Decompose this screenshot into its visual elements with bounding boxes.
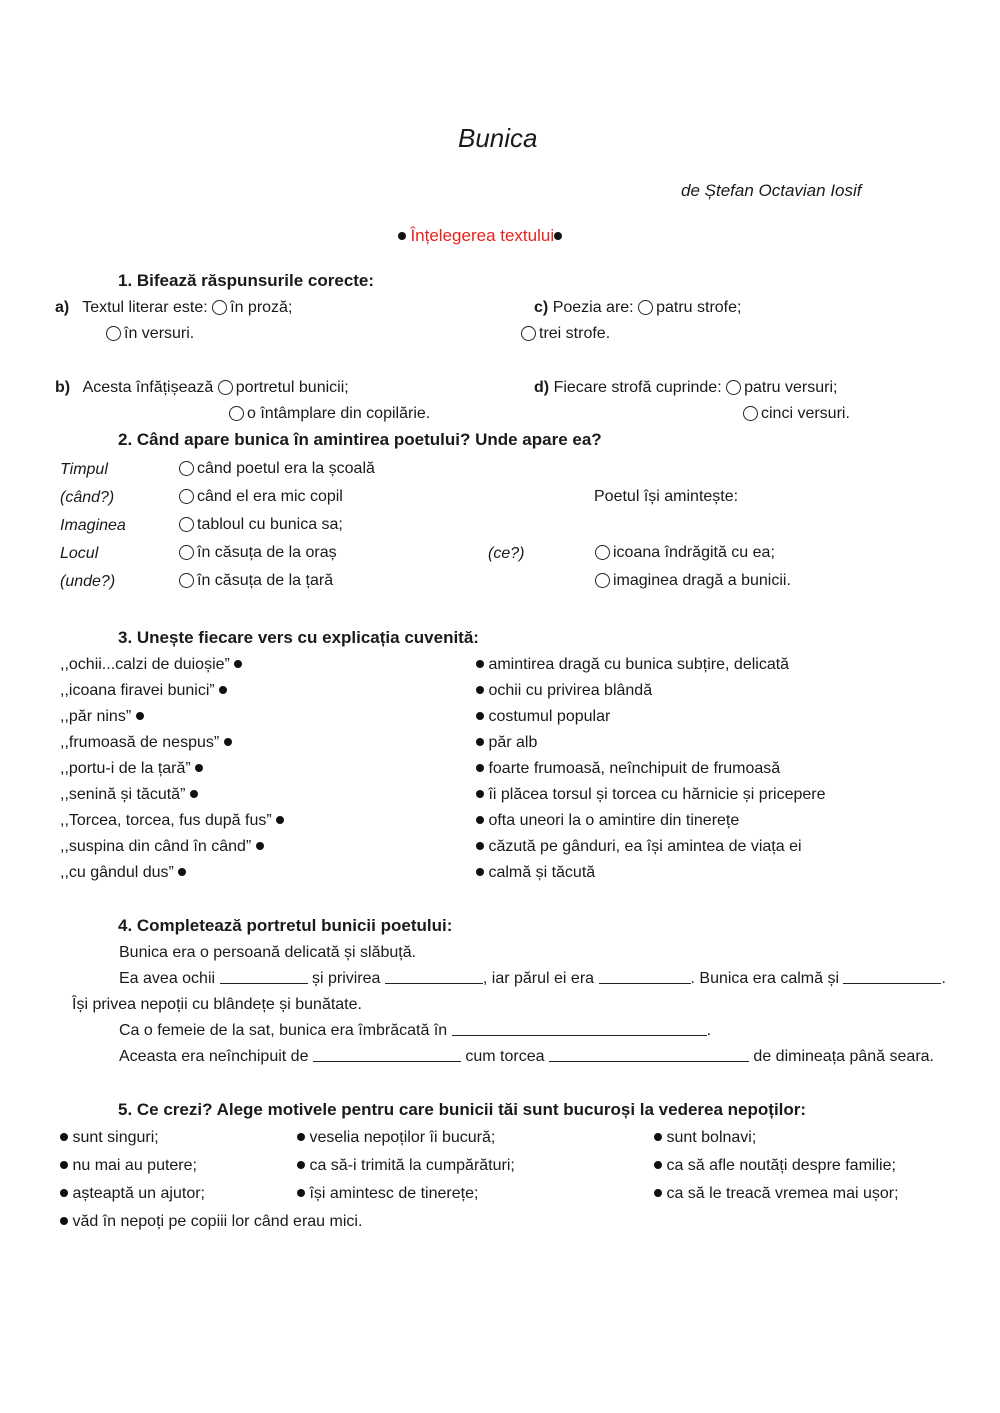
q1-a-letter: a) <box>55 299 70 316</box>
match-right-item[interactable]: îi plăcea torsul și torcea cu hărnicie și pricepere <box>476 785 826 811</box>
q2-timp-opt2: când el era mic copil <box>197 488 343 505</box>
match-right-item[interactable]: costumul popular <box>476 707 826 733</box>
match-right-item[interactable]: păr alb <box>476 733 826 759</box>
match-right-item[interactable]: ochii cu privirea blândă <box>476 681 826 707</box>
radio-circle[interactable] <box>212 300 227 315</box>
choice-item[interactable]: așteaptă un ajutor; <box>60 1184 362 1212</box>
fill-blank[interactable] <box>549 1047 749 1062</box>
q5-col3 <box>654 1128 899 1212</box>
q2-loc-label: Locul <box>60 545 99 562</box>
choice-item[interactable]: ca să-i trimită la cumpărături; <box>297 1156 515 1184</box>
q2-imagine-row <box>179 515 343 535</box>
match-dot[interactable] <box>476 842 484 850</box>
q2-heading: 2. Când apare bunica în amintirea poetului? Unde apare ea? <box>118 430 602 449</box>
q1-b-row2 <box>229 404 430 424</box>
q1-c-row <box>534 298 741 318</box>
bullet-icon <box>398 232 406 240</box>
q2-loc-opt2: în căsuța de la țară <box>197 572 334 589</box>
q1-c-text: Poezia are: <box>552 299 634 316</box>
match-dot[interactable] <box>234 660 242 668</box>
radio-circle[interactable] <box>179 517 194 532</box>
fill-blank[interactable] <box>385 969 483 984</box>
q2-ce-opt2-row <box>595 571 791 591</box>
section-heading <box>398 226 562 247</box>
bullet-icon <box>60 1189 68 1197</box>
bullet-icon <box>554 232 562 240</box>
q4-line4: Ca o femeie de la sat, bunica era îmbrăcată în . <box>119 1022 712 1039</box>
q2-poet-label: Poetul își amintește: <box>594 488 739 505</box>
q4-line5: Aceasta era neînchipuit de cum torcea de dimineața până seara. <box>119 1048 934 1065</box>
radio-circle[interactable] <box>179 461 194 476</box>
q5-col2 <box>297 1128 515 1212</box>
bullet-icon <box>297 1133 305 1141</box>
match-right-item[interactable]: amintirea dragă cu bunica subțire, delicată <box>476 655 826 681</box>
q1-d-row <box>534 378 837 398</box>
match-dot[interactable] <box>219 686 227 694</box>
fill-blank[interactable] <box>313 1047 461 1062</box>
q4-heading: 4. Completează portretul bunicii poetului: <box>118 916 453 935</box>
match-left-item[interactable]: ,,portu-i de la țară” <box>60 759 284 785</box>
match-right-item[interactable]: ofta uneori la o amintire din tinerețe <box>476 811 826 837</box>
fill-blank[interactable] <box>452 1021 707 1036</box>
q1-b-text: Acesta înfățișează <box>82 379 214 396</box>
q2-ce-opt1: icoana îndrăgită cu ea; <box>613 544 775 561</box>
match-left-item[interactable]: ,,ochii...calzi de duioșie” <box>60 655 284 681</box>
choice-item[interactable]: ca să le treacă vremea mai ușor; <box>654 1184 899 1212</box>
q1-a-opt1: în proză; <box>230 299 293 316</box>
q4-line2: Ea avea ochii și privirea , iar părul ei era . Bunica era calmă și . <box>119 970 946 987</box>
q1-d-row2 <box>743 404 850 424</box>
q1-c-letter: c) <box>534 299 549 316</box>
choice-item[interactable]: sunt singuri; <box>60 1128 362 1156</box>
bullet-icon <box>60 1161 68 1169</box>
q1-a-row2 <box>106 324 194 344</box>
q3-heading: 3. Unește fiecare vers cu explicația cuvenită: <box>118 628 479 647</box>
match-dot[interactable] <box>476 686 484 694</box>
match-dot[interactable] <box>195 764 203 772</box>
q2-timp-opt2-row <box>179 487 343 507</box>
choice-item[interactable]: își amintesc de tinerețe; <box>297 1184 515 1212</box>
match-dot[interactable] <box>476 790 484 798</box>
q1-d-opt1: patru versuri; <box>744 379 838 396</box>
q1-a-text: Textul literar este: <box>82 299 208 316</box>
fill-blank[interactable] <box>220 969 308 984</box>
bullet-icon <box>654 1133 662 1141</box>
section-title: Înțelegerea textului <box>410 226 555 245</box>
bullet-icon <box>297 1189 305 1197</box>
q2-ce-opt1-row <box>595 543 775 563</box>
q1-c-opt2: trei strofe. <box>539 325 611 342</box>
match-dot[interactable] <box>476 764 484 772</box>
radio-circle[interactable] <box>106 326 121 341</box>
match-dot[interactable] <box>224 738 232 746</box>
match-dot[interactable] <box>476 868 484 876</box>
choice-item[interactable]: ca să afle noutăți despre familie; <box>654 1156 899 1184</box>
radio-circle[interactable] <box>179 545 194 560</box>
match-left-item[interactable]: ,,Torcea, torcea, fus după fus” <box>60 811 284 837</box>
match-dot[interactable] <box>178 868 186 876</box>
bullet-icon <box>654 1161 662 1169</box>
radio-circle[interactable] <box>743 406 758 421</box>
match-dot[interactable] <box>476 738 484 746</box>
q1-c-row2 <box>521 324 610 344</box>
match-left-item[interactable]: ,,senină și tăcută” <box>60 785 284 811</box>
fill-blank[interactable] <box>843 969 941 984</box>
match-left-item[interactable]: ,,icoana firavei bunici” <box>60 681 284 707</box>
q2-ce-label: (ce?) <box>488 545 525 562</box>
q2-ce-opt2: imaginea dragă a bunicii. <box>613 572 791 589</box>
q1-heading: 1. Bifează răspunsurile corecte: <box>118 271 375 290</box>
q1-b-opt2: o întâmplare din copilărie. <box>247 405 431 422</box>
q3-left-list <box>60 655 284 889</box>
radio-circle[interactable] <box>179 489 194 504</box>
choice-item[interactable]: sunt bolnavi; <box>654 1128 899 1156</box>
radio-circle[interactable] <box>218 380 233 395</box>
bullet-icon <box>297 1161 305 1169</box>
match-dot[interactable] <box>190 790 198 798</box>
match-dot[interactable] <box>276 816 284 824</box>
radio-circle[interactable] <box>595 573 610 588</box>
match-left-item[interactable]: ,,cu gândul dus” <box>60 863 284 889</box>
q2-timp-opt1-row <box>179 459 375 479</box>
q2-timp-label: Timpul <box>60 461 108 478</box>
q2-cand-label: (când?) <box>60 489 115 506</box>
choice-item[interactable]: văd în nepoți pe copiii lor când erau mici. <box>60 1212 362 1240</box>
match-dot[interactable] <box>256 842 264 850</box>
q2-timp-opt1: când poetul era la școală <box>197 460 375 477</box>
q2-loc-opt2-row <box>179 571 333 591</box>
q2-imagine-opt: tabloul cu bunica sa; <box>197 516 343 533</box>
bullet-icon <box>60 1217 68 1225</box>
q1-d-opt2: cinci versuri. <box>761 405 850 422</box>
radio-circle[interactable] <box>179 573 194 588</box>
radio-circle[interactable] <box>229 406 244 421</box>
q2-imagine-label: Imaginea <box>60 517 126 534</box>
match-dot[interactable] <box>476 816 484 824</box>
radio-circle[interactable] <box>638 300 653 315</box>
q1-d-letter: d) <box>534 379 550 396</box>
match-dot[interactable] <box>476 660 484 668</box>
q3-right-list <box>476 655 826 889</box>
radio-circle[interactable] <box>521 326 536 341</box>
match-left-item[interactable]: ,,suspina din când în când” <box>60 837 284 863</box>
author-line: de Ștefan Octavian Iosif <box>681 181 862 200</box>
q1-a-opt2: în versuri. <box>124 325 195 342</box>
radio-circle[interactable] <box>595 545 610 560</box>
match-right-item[interactable]: căzută pe gânduri, ea își amintea de viața ei <box>476 837 826 863</box>
q1-c-opt1: patru strofe; <box>656 299 742 316</box>
match-left-item[interactable]: ,,păr nins” <box>60 707 284 733</box>
q5-heading: 5. Ce crezi? Alege motivele pentru care bunicii tăi sunt bucuroși la vederea nepoților: <box>118 1100 807 1119</box>
radio-circle[interactable] <box>726 380 741 395</box>
match-right-item[interactable]: calmă și tăcută <box>476 863 826 889</box>
match-dot[interactable] <box>476 712 484 720</box>
q1-d-text: Fiecare strofă cuprinde: <box>553 379 722 396</box>
choice-item[interactable]: nu mai au putere; <box>60 1156 362 1184</box>
match-right-item[interactable]: foarte frumoasă, neînchipuit de frumoasă <box>476 759 826 785</box>
page-title: Bunica <box>458 123 538 153</box>
q1-a-row <box>55 298 292 318</box>
q4-line1: Bunica era o persoană delicată și slăbuță. <box>119 944 417 961</box>
q2-unde-label: (unde?) <box>60 573 116 590</box>
fill-blank[interactable] <box>599 969 691 984</box>
q4-line3: Își privea nepoții cu blândețe și bunătate. <box>72 996 362 1013</box>
q1-b-opt1: portretul bunicii; <box>235 379 349 396</box>
match-dot[interactable] <box>136 712 144 720</box>
q2-loc-opt1-row <box>179 543 337 563</box>
choice-item[interactable]: veselia nepoților îi bucură; <box>297 1128 515 1156</box>
q2-loc-opt1: în căsuța de la oraș <box>197 544 337 561</box>
match-left-item[interactable]: ,,frumoasă de nespus” <box>60 733 284 759</box>
bullet-icon <box>654 1189 662 1197</box>
bullet-icon <box>60 1133 68 1141</box>
q1-b-row <box>55 378 349 398</box>
q1-b-letter: b) <box>55 379 71 396</box>
